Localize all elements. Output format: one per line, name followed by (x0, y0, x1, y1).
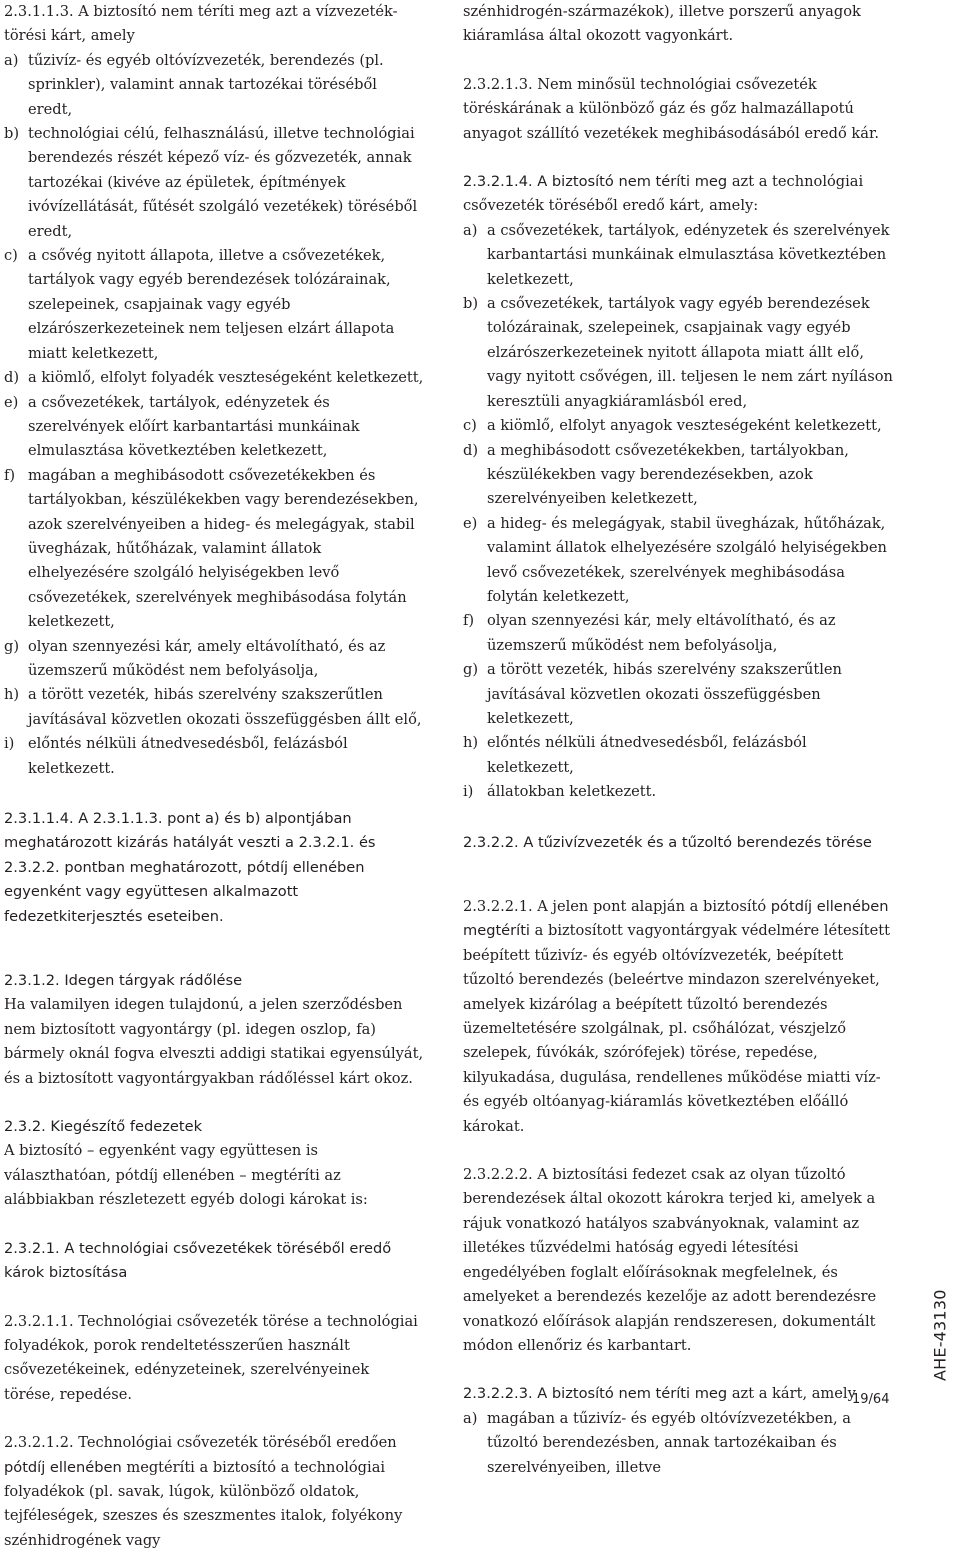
list-item (4, 244, 424, 366)
spacer (4, 929, 424, 969)
list-item (4, 464, 424, 635)
exclusion-list-right (463, 219, 893, 805)
section-title: Idegen tárgyak rádőlése (64, 972, 243, 990)
list-item-label: a) (4, 51, 19, 69)
list-item-text: a csővezetékek, tartályok, edényzetek és szerelvények karbantartási munkáinak elmulasztása következtében keletkezett, (487, 221, 890, 288)
spacer (4, 1213, 424, 1237)
list-item-text: olyan szennyezési kár, amely eltávolítható, és az üzemszerű működést nem befolyásolja, (28, 637, 386, 679)
list-item-label: i) (4, 735, 15, 753)
list-item (4, 49, 424, 122)
list-item-label: h) (463, 734, 479, 752)
section-number: 2.3.2.1. (4, 1239, 60, 1257)
emphasis: pótdíj ellenében (4, 1458, 122, 1476)
list-item-text: a kiömlő, elfolyt anyagok veszteségeként keletkezett, (487, 417, 882, 435)
section-title: A technológiai csővezetékek töréséből eredő károk biztosítása (4, 1239, 392, 1282)
list-item-label: d) (463, 441, 479, 459)
section-number: 2.3.2. (4, 1118, 46, 1136)
list-item-text: a csővezetékek, tartályok vagy egyéb berendezések tolózárainak, szelepeinek, csapjainak vagy egyéb elzárószerkezeteinek nyitott állapota miatt állt elő, vagy nyitott csővégen, ill. teljesen le nem zárt nyíláson keresztüli anyagkiáramlásból ered, (487, 295, 893, 410)
section-body-2-3-2: A biztosító – egyenként vagy együttesen is választhatóan, pótdíj ellenében – megtéríti az alábbiakban részletezett egyéb dologi károkat is: (4, 1142, 368, 1209)
spacer (463, 1358, 893, 1382)
text-run: 2.3.2.2.1. A jelen pont alapján a biztosító (463, 898, 767, 915)
text-run: azt a technológiai csővezeték töréséből eredő kárt, amely: (463, 173, 864, 215)
list-item-text: magában a tűzivíz- és egyéb oltóvízvezetékben, a tűzoltó berendezésben, annak tartozékaiban és szerelvényeiben, illetve (487, 1409, 852, 1476)
text-run: megtéríti a biztosító a technológiai folyadékok (pl. savak, lúgok, különböző oldatok, tejféleségek, szeszes és szeszmentes italok, folyékony szénhidrogének vagy (4, 1458, 403, 1549)
emphasis: A biztosító nem téríti meg (537, 173, 728, 191)
section-heading-2-3-2 (4, 1115, 424, 1139)
emphasis: A biztosító nem téríti meg (537, 1385, 728, 1403)
exclusion-list-2-3-2-2-3 (463, 1407, 893, 1480)
list-item (4, 683, 424, 732)
exclusion-list-left (4, 49, 424, 781)
document-code (924, 1280, 958, 1390)
text-run: a biztosított vagyontárgyak védelmére létesített beépített tűzivíz- és egyéb oltóvízvezeték, beépített tűzoltó berendezés (beleértve mindazon szerelvényeket, amelyek kizárólag a beépített tűzoltó berendezés üzemeltetésére szolgálnak, pl. csőhálózat, vészjelző szelepek, fúvókák, szórófejek) törése, repedése, kilyukadása, dugulása, rendellenes működése miatti víz- és egyéb oltóanyag-kiáramlás következtében előálló károkat. (463, 922, 890, 1135)
section-heading-2-3-2-2-3 (463, 1382, 893, 1406)
spacer (4, 781, 424, 807)
list-item (463, 780, 893, 804)
page-number: 19/64 (852, 1392, 890, 1407)
list-item-text: előntés nélküli átnedvesedésből, felázásból keletkezett. (28, 735, 348, 777)
section-heading-2-3-1-1-3: 2.3.1.1.3. A biztosító nem téríti meg azt a vízvezeték-törési kárt, amely (4, 3, 398, 45)
right-column (463, 0, 893, 1480)
section-body-2-3-1-2: Ha valamilyen idegen tulajdonú, a jelen szerződésben nem biztosított vagyontárgy (pl. idegen oszlop, fa) bármely oknál fogva elveszti addigi statikai egyensúlyát, és a biztosított vagyontárgyakban rádőléssel kárt okoz. (4, 996, 424, 1087)
emphasis: pótdíj ellenében megtéríti (463, 898, 889, 940)
list-item-label: f) (463, 612, 475, 630)
section-heading-2-3-2-2: 2.3.2.2. A tűzivízvezeték és a tűzoltó berendezés törése (463, 833, 872, 851)
section-number: 2.3.2.1.4. (463, 173, 533, 191)
spacer (4, 1407, 424, 1431)
list-item-label: b) (4, 125, 20, 143)
list-item-label: i) (463, 783, 474, 801)
section-number: 2.3.1.2. (4, 972, 60, 990)
document-code-text: AHE-43130 (930, 1289, 950, 1381)
section-heading-2-3-2-1-4 (463, 170, 893, 219)
section-heading-2-3-1-2 (4, 969, 424, 993)
list-item-label: d) (4, 369, 20, 387)
list-item-label: b) (463, 295, 479, 313)
spacer (463, 1139, 893, 1163)
list-item-label: a) (463, 221, 478, 239)
spacer (463, 49, 893, 73)
section-title: Kiegészítő fedezetek (50, 1118, 203, 1136)
list-item-label: h) (4, 686, 20, 704)
list-item (463, 219, 893, 292)
section-2-3-2-1-1: 2.3.2.1.1. Technológiai csővezeték törése a technológiai folyadékok, porok rendeltetésszerűen használt csővezetékeinek, edényzeteinek, szerelvényeinek törése, repedése. (4, 1312, 418, 1403)
list-item-text: olyan szennyezési kár, mely eltávolítható, és az üzemszerű működést nem befolyásolja, (487, 612, 836, 654)
list-item (463, 512, 893, 610)
spacer (4, 1091, 424, 1115)
list-item (4, 122, 424, 244)
list-item-text: a törött vezeték, hibás szerelvény szakszerűtlen javításával közvetlen okozati összefüggésben keletkezett, (487, 661, 842, 727)
list-item-text: a hideg- és melegágyak, stabil üvegházak, hűtőházak, valamint állatok elhelyezésére szolgáló helyiségekben levő csővezetékek, szerelvények meghibásodása folytán keletkezett, (487, 514, 887, 605)
list-item-label: c) (463, 417, 477, 435)
list-item-text: állatokban keletkezett. (487, 783, 657, 801)
list-item (463, 658, 893, 731)
list-item-text: előntés nélküli átnedvesedésből, felázásból keletkezett, (487, 734, 807, 776)
section-heading-2-3-2-1 (4, 1237, 424, 1286)
continued-paragraph: szénhidrogén-származékok), illetve porszerű anyagok kiáramlása által okozott vagyonkárt. (463, 3, 861, 45)
list-item (4, 732, 424, 781)
section-2-3-2-1-3: 2.3.2.1.3. Nem minősül technológiai csővezeték töréskárának a különböző gáz és gőz halmazállapotú anyagot szállító vezetékek meghibásodásából eredő kár. (463, 75, 879, 142)
list-item-text: tűzivíz- és egyéb oltóvízvezeték, berendezés (pl. sprinkler), valamint annak tartozékai töréséből eredt, (28, 51, 384, 118)
list-item (4, 391, 424, 464)
section-2-3-2-2-1 (463, 895, 893, 1139)
list-item-label: g) (463, 661, 479, 679)
list-item (463, 292, 893, 414)
spacer (463, 805, 893, 831)
section-2-3-2-1-2 (4, 1431, 424, 1553)
list-item (463, 731, 893, 780)
list-item-label: e) (4, 393, 19, 411)
list-item (4, 366, 424, 390)
text-run: 2.3.2.1.2. Technológiai csővezeték töréséből eredően (4, 1434, 397, 1452)
list-item (463, 609, 893, 658)
list-item-text: a meghibásodott csővezetékekben, tartályokban, készülékekben vagy berendezésekben, azok szerelvényeiben keletkezett, (487, 441, 849, 508)
list-item-label: a) (463, 1409, 478, 1427)
list-item-text: magában a meghibásodott csővezetékekben és tartályokban, készülékekben vagy berendezésekben, azok szerelvényeiben a hideg- és melegágyak, stabil üvegházak, hűtőházak, valamint állatok elhelyezésére szolgáló helyiségekben levő csővezetékek, szerelvények meghibásodása folytán keletkezett, (28, 466, 419, 631)
list-item (463, 439, 893, 512)
spacer (463, 855, 893, 895)
list-item (463, 414, 893, 438)
spacer (4, 1286, 424, 1310)
list-item-label: e) (463, 514, 478, 532)
left-column (4, 0, 424, 1553)
section-2-3-2-2-2: 2.3.2.2.2. A biztosítási fedezet csak az olyan tűzoltó berendezések által okozott károkra terjed ki, amelyek a rájuk vonatkozó hatályos szabványoknak, valamint az illetékes tűzvédelmi hatóság egyedi létesítési engedélyében foglalt előírásoknak megfelelnek, és amelyeket a berendezés kezelője az adott berendezésre vonatkozó előírások alapján rendszeresen, dokumentált módon ellenőriz és karbantart. (463, 1166, 877, 1354)
section-2-3-1-1-4: 2.3.1.1.4. A 2.3.1.1.3. pont a) és b) alpontjában meghatározott kizárás hatályát veszti a 2.3.2.1. és 2.3.2.2. pontban meghatározott, pótdíj ellenében egyenként vagy együttesen alkalmazott fedezetkiterjesztés eseteiben. (4, 810, 376, 925)
list-item-text: a törött vezeték, hibás szerelvény szakszerűtlen javításával közvetlen okozati összefüggésben állt elő, (28, 686, 422, 728)
spacer (463, 146, 893, 170)
list-item-text: a csővezetékek, tartályok, edényzetek és szerelvények előírt karbantartási munkáinak elmulasztása következtében keletkezett, (28, 393, 360, 460)
list-item-text: technológiai célú, felhasználású, illetve technológiai berendezés részét képező víz- és gőzvezeték, annak tartozékai (kivéve az épületek, építmények ivóvízellátását, fűtését szolgáló vezetékek) töréséből eredt, (28, 125, 418, 240)
list-item (463, 1407, 893, 1480)
text-run: azt a kárt, amely (731, 1385, 856, 1403)
list-item-text: a csővég nyitott állapota, illetve a csővezetékek, tartályok vagy egyéb berendezések tolózárainak, szelepeinek, csapjainak vagy egyéb elzárószerkezeteinek nem teljesen elzárt állapota miatt keletkezett, (28, 247, 395, 362)
section-number: 2.3.2.2.3. (463, 1385, 533, 1403)
list-item-label: f) (4, 466, 16, 484)
list-item-label: g) (4, 637, 20, 655)
list-item (4, 635, 424, 684)
list-item-label: c) (4, 247, 18, 265)
list-item-text: a kiömlő, elfolyt folyadék veszteségeként keletkezett, (28, 369, 424, 387)
